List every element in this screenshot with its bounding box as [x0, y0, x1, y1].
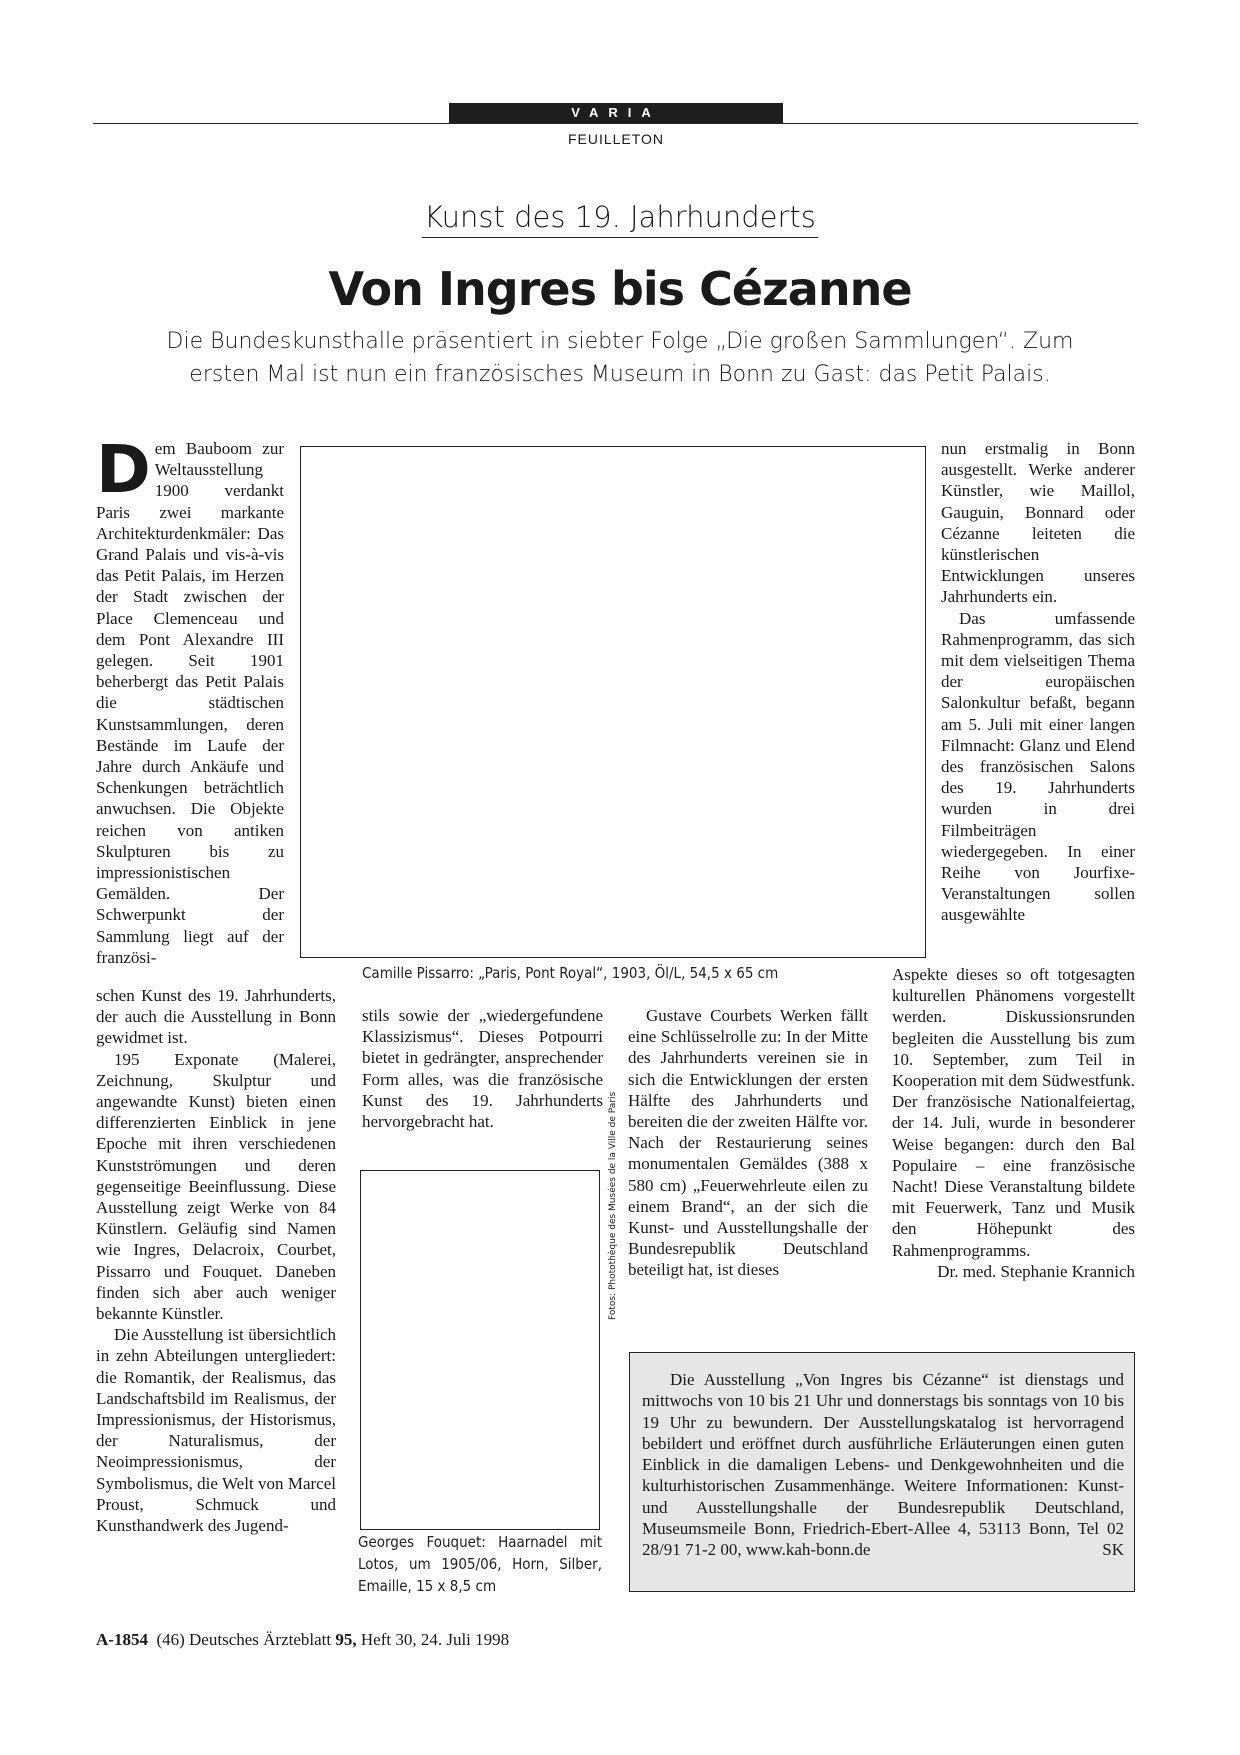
column-2 — [362, 1005, 603, 1132]
column-4 — [941, 438, 1135, 926]
article-lead: Die Bundeskunsthalle präsentiert in siebter Folge „Die großen Sammlungen“. Zum ersten Mal ist nun ein französisches Museum in Bonn zu Gast: das Petit Palais. — [166, 329, 1074, 387]
journal-issue: Heft 30, 24. Juli 1998 — [360, 1630, 510, 1649]
column-3 — [628, 1005, 868, 1281]
paragraph — [96, 431, 284, 968]
section-label: VARIA — [449, 103, 783, 123]
article-kicker — [0, 200, 1240, 238]
paragraph: Das umfassende Rahmenprogramm, das sich mit dem vielseitigen Thema der europäischen Salonkultur befaßt, begann am 5. Juli mit einer langen Filmnacht: Glanz und Elend des französischen Salons des 19. Jahrhunderts wurden in drei Filmbeiträgen wiedergegeben. In einer Reihe von Jourfixe-Veranstaltungen sollen ausgewählte — [941, 608, 1135, 925]
info-signature: SK — [1102, 1540, 1124, 1560]
drop-cap: D — [96, 431, 151, 508]
info-box-text — [642, 1369, 1124, 1561]
photo-credit-text: Fotos: Photothèque des Musées de la Ville de Paris — [608, 1091, 618, 1320]
small-image-caption: Georges Fouquet: Haarnadel mit Lotos, um 1905/06, Horn, Silber, Emaille, 15 x 8,5 cm — [358, 1533, 602, 1595]
paragraph: 195 Exponate (Malerei, Zeichnung, Skulptur und angewandte Kunst) bieten einen differenzierten Einblick in jene Epoche mit ihren verschiedenen Kunstströmungen und deren gegenseitige Beeinflussung. Diese Ausstellung zeigt Werke von 84 Künstlern. Geläufig sind Namen wie Ingres, Delacroix, Courbet, Pissarro und Fouquet. Daneben finden sich aber auch weniger bekannte Künstler. — [96, 1049, 336, 1324]
paragraph: schen Kunst des 19. Jahrhunderts, der auch die Ausstellung in Bonn gewidmet ist. — [96, 986, 336, 1048]
author-signature: Dr. med. Stephanie Krannich — [937, 1261, 1135, 1281]
paragraph: stils sowie der „wiedergefundene Klassizismus“. Dieses Potpourri bietet in gedrängter, ansprechender Form alles, was die französische Kunst des 19. Jahrhunderts hervorgebracht hat. — [362, 1006, 603, 1132]
info-box — [629, 1352, 1135, 1592]
kicker-text: Kunst des 19. Jahrhunderts — [422, 200, 818, 238]
paragraph: Gustave Courbets Werken fällt eine Schlüsselrolle zu: In der Mitte des Jahrhunderts vereinen sie in sich die Entwicklungen der ersten Hälfte des Jahrhunderts und bereiten die der zweiten Hälfte vor. Nach der Restaurierung seines monumentalen Gemäldes (388 x 580 cm) „Feuerwehrleute eilen zu einem Brand“, an der sich die Kunst- und Ausstellungshalle der Bundesrepublik Deutschland beteiligt hat, ist dieses — [628, 1006, 868, 1280]
journal-name: Deutsches Ärzteblatt — [189, 1630, 332, 1649]
column-1 — [96, 431, 284, 968]
paragraph-text: em Bauboom zur Weltausstellung 1900 verdankt Paris zwei markante Architekturdenkmäler: Das Grand Palais und vis-à-vis das Petit Palais, im Herzen der Stadt zwischen der Place Clemenceau und dem Pont Alexandre III gelegen. Seit 1901 beherbergt das Petit Palais die städtischen Kunstsammlungen, deren Bestände im Laufe der Jahre durch Ankäufe und Schenkungen beträchtlich anwuchsen. Die Objekte reichen von antiken Skulpturen bis zu impressionistischen Gemälden. Der Schwerpunkt der Sammlung liegt auf der französi- — [96, 439, 284, 967]
main-image-caption: Camille Pissarro: „Paris, Pont Royal“, 1903, Öl/L, 54,5 x 65 cm — [362, 964, 779, 982]
sub-page-number: (46) — [156, 1630, 185, 1649]
paragraph: Aspekte dieses so oft totgesagten kulturellen Phänomens vorgestellt werden. Diskussionsrunden begleiten die Ausstellung bis zum 10. September, zum Teil in Kooperation mit dem Südwestfunk. Der französische Nationalfeiertag, der 14. Juli, wurde in besonderer Weise begangen: durch den Bal Populaire – eine französische Nacht! Diese Veranstaltung bildete mit Feuerwerk, Tanz und Musik den Höhepunkt des Rahmenprogramms. — [892, 965, 1135, 1260]
painting-image-placeholder — [300, 446, 926, 958]
column-1-continued — [96, 985, 336, 1536]
info-text: Die Ausstellung „Von Ingres bis Cézanne“ ist dienstags und mittwochs von 10 bis 21 Uhr und donnerstags bis sonntags von 10 bis 19 Uhr zu bewundern. Der Ausstellungskatalog ist hervorragend bebildert und eröffnet durch ausführliche Erläuterungen einen guten Einblick in die damaligen Lebens- und Denkgewohnheiten und die kulturhistorischen Zusammenhänge. Weitere Informationen: Kunst- und Ausstellungshalle der Bundesrepublik Deutschland, Museumsmeile Bonn, Friedrich-Ebert-Allee 4, 53113 Bonn, Tel 02 28/91 71-2 00, www.kah-bonn.de — [642, 1370, 1124, 1560]
page-number: A-1854 — [96, 1630, 148, 1649]
hairpin-image-placeholder — [360, 1170, 600, 1530]
paragraph: nun erstmalig in Bonn ausgestellt. Werke anderer Künstler, wie Maillol, Gauguin, Bonnard oder Cézanne leiteten die künstlerischen Entwicklungen unseres Jahrhunderts ein. — [941, 439, 1135, 607]
page-footer — [96, 1630, 509, 1650]
subsection-label: FEUILLETON — [567, 131, 665, 147]
article-title: Von Ingres bis Cézanne — [328, 262, 912, 316]
column-4-continued — [892, 964, 1135, 1282]
paragraph: Die Ausstellung ist übersichtlich in zehn Abteilungen untergliedert: die Romantik, der Realismus, das Landschaftsbild im Realismus, der Impressionismus, der Historismus, der Naturalismus, der Neoimpressionismus, der Symbolismus, die Welt von Marcel Proust, Schmuck und Kunsthandwerk des Jugend- — [96, 1325, 336, 1536]
journal-volume: 95, — [335, 1630, 357, 1649]
header-rule — [93, 123, 1138, 124]
